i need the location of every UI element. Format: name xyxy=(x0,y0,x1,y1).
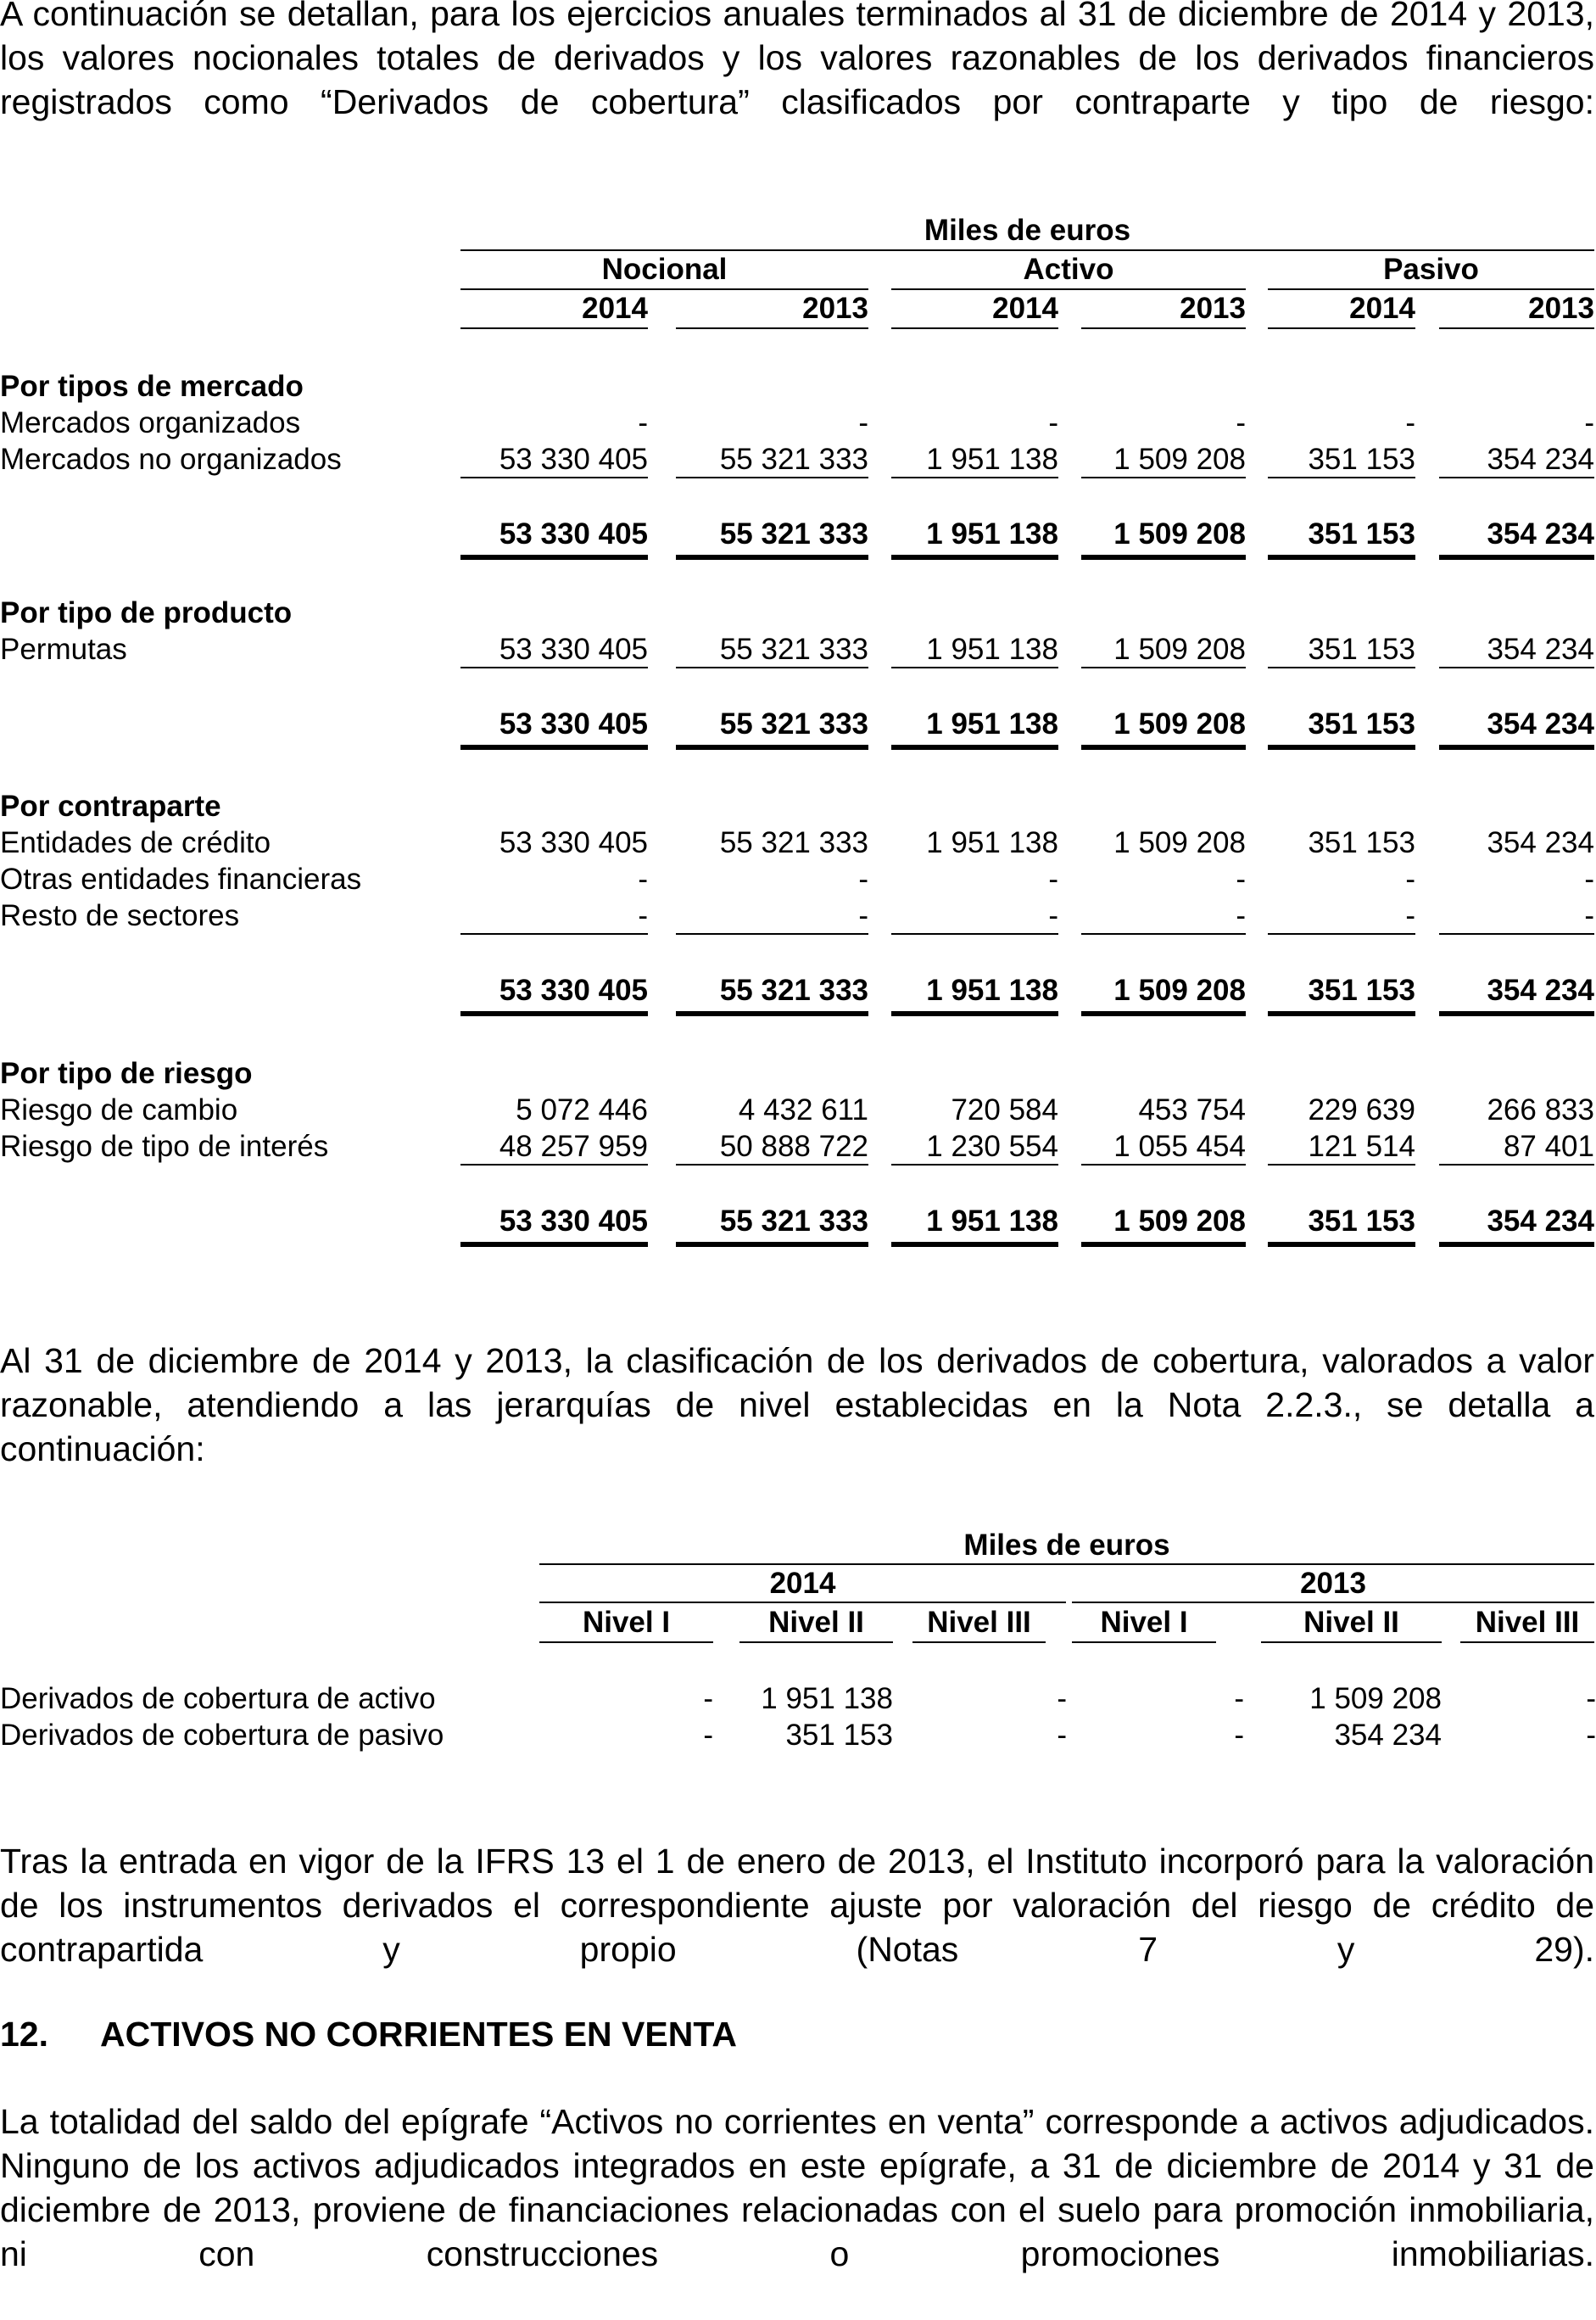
table-cell: 351 153 xyxy=(1308,826,1415,859)
table-cell: 55 321 333 xyxy=(676,633,868,668)
table-cell: 1 951 138 xyxy=(926,826,1058,859)
group-underline xyxy=(1268,288,1594,290)
total-cell: 1 951 138 xyxy=(891,517,1058,560)
year-header: 2014 xyxy=(769,1567,836,1600)
year-header: 2014 xyxy=(460,292,648,329)
table-cell: 453 754 xyxy=(1138,1093,1246,1126)
total-cell: 354 234 xyxy=(1439,1205,1594,1247)
table-cell: 1 509 208 xyxy=(1081,633,1246,668)
level-header: Nivel II xyxy=(739,1606,893,1643)
total-cell: 1 951 138 xyxy=(891,974,1058,1016)
group-underline xyxy=(891,288,1246,290)
unit-header: Miles de euros xyxy=(963,1529,1170,1562)
table-cell: 1 509 208 xyxy=(1309,1682,1442,1715)
group-header: Pasivo xyxy=(1383,253,1479,286)
unit-underline xyxy=(539,1563,1594,1565)
table-cell: 1 951 138 xyxy=(761,1682,893,1715)
table-cell: - xyxy=(638,863,648,896)
table-cell: 354 234 xyxy=(1334,1719,1442,1752)
total-cell: 1 509 208 xyxy=(1081,974,1246,1016)
table-cell: - xyxy=(676,899,868,935)
table-cell: 53 330 405 xyxy=(460,443,648,478)
group-header: Nocional xyxy=(601,253,728,286)
table-cell: - xyxy=(1048,406,1058,439)
year-header: 2014 xyxy=(891,292,1058,329)
row-label: Derivados de cobertura de pasivo xyxy=(0,1719,444,1752)
table-cell: - xyxy=(1405,406,1415,439)
table-cell: 266 833 xyxy=(1487,1093,1594,1126)
table-cell: 1 509 208 xyxy=(1081,443,1246,478)
table-cell: 50 888 722 xyxy=(676,1130,868,1166)
total-cell: 53 330 405 xyxy=(460,974,648,1016)
total-cell: 1 509 208 xyxy=(1081,517,1246,560)
table-cell: - xyxy=(1236,863,1246,896)
level-header: Nivel I xyxy=(1072,1606,1216,1643)
table-cell: 55 321 333 xyxy=(676,443,868,478)
group-underline xyxy=(460,288,868,290)
total-cell: 354 234 xyxy=(1439,974,1594,1016)
unit-header: Miles de euros xyxy=(924,214,1131,247)
section-title: Por tipos de mercado xyxy=(0,370,304,403)
table-cell: 1 951 138 xyxy=(891,443,1058,478)
level-header: Nivel III xyxy=(912,1606,1046,1643)
row-label: Derivados de cobertura de activo xyxy=(0,1682,436,1715)
table-cell: 351 153 xyxy=(1268,443,1415,478)
table-cell: 354 234 xyxy=(1439,633,1594,668)
row-label: Riesgo de cambio xyxy=(0,1093,238,1126)
table-cell: - xyxy=(1268,899,1415,935)
table-cell: 4 432 611 xyxy=(738,1093,868,1126)
table-cell: 55 321 333 xyxy=(719,826,868,859)
unit-underline xyxy=(460,249,1594,251)
table-cell: 53 330 405 xyxy=(460,633,648,668)
total-cell: 1 951 138 xyxy=(891,1205,1058,1247)
total-cell: 1 951 138 xyxy=(891,707,1058,750)
table-cell: - xyxy=(891,899,1058,935)
total-cell: 354 234 xyxy=(1439,517,1594,560)
table-cell: - xyxy=(638,406,648,439)
total-cell: 55 321 333 xyxy=(676,974,868,1016)
table-cell: 229 639 xyxy=(1308,1093,1415,1126)
table-cell: - xyxy=(703,1719,713,1752)
row-label: Permutas xyxy=(0,633,127,666)
row-label: Mercados no organizados xyxy=(0,443,342,476)
table-cell: 87 401 xyxy=(1439,1130,1594,1166)
table-cell: - xyxy=(1048,863,1058,896)
year-header: 2014 xyxy=(1268,292,1415,329)
section-title: ACTIVOS NO CORRIENTES EN VENTA xyxy=(100,2015,737,2054)
table-cell: - xyxy=(1057,1719,1067,1752)
table-cell: - xyxy=(858,863,868,896)
table-cell: 354 234 xyxy=(1487,826,1594,859)
table-cell: - xyxy=(858,406,868,439)
section-title: Por tipo de producto xyxy=(0,596,293,629)
group-header: Activo xyxy=(1023,253,1114,286)
table-cell: - xyxy=(1584,406,1594,439)
table-cell: 5 072 446 xyxy=(516,1093,648,1126)
table-cell: 121 514 xyxy=(1268,1130,1415,1166)
table-cell: - xyxy=(1586,1719,1596,1752)
section-number: 12. xyxy=(0,2015,48,2054)
total-cell: 1 509 208 xyxy=(1081,707,1246,750)
total-cell: 351 153 xyxy=(1268,517,1415,560)
total-cell: 55 321 333 xyxy=(676,707,868,750)
table-cell: 1 509 208 xyxy=(1113,826,1246,859)
table-cell: - xyxy=(703,1682,713,1715)
table-cell: 1 230 554 xyxy=(891,1130,1058,1166)
level-header: Nivel III xyxy=(1460,1606,1594,1643)
level-header: Nivel II xyxy=(1261,1606,1442,1643)
section-title: Por contraparte xyxy=(0,790,221,823)
total-cell: 53 330 405 xyxy=(460,517,648,560)
table-cell: - xyxy=(1439,899,1594,935)
table-cell: - xyxy=(1405,863,1415,896)
total-cell: 351 153 xyxy=(1268,1205,1415,1247)
total-cell: 55 321 333 xyxy=(676,1205,868,1247)
level-header: Nivel I xyxy=(539,1606,713,1643)
table-cell: - xyxy=(1234,1682,1244,1715)
row-label: Entidades de crédito xyxy=(0,826,271,859)
year-header: 2013 xyxy=(1300,1567,1366,1600)
table-cell: - xyxy=(1584,863,1594,896)
total-cell: 351 153 xyxy=(1268,707,1415,750)
year-underline xyxy=(539,1602,1066,1603)
row-label: Otras entidades financieras xyxy=(0,863,362,896)
section-title: Por tipo de riesgo xyxy=(0,1057,253,1090)
table-cell: - xyxy=(1234,1719,1244,1752)
table-cell: 53 330 405 xyxy=(499,826,648,859)
table-cell: 354 234 xyxy=(1439,443,1594,478)
year-header: 2013 xyxy=(1439,292,1594,329)
row-label: Riesgo de tipo de interés xyxy=(0,1130,329,1163)
year-header: 2013 xyxy=(1081,292,1246,329)
row-label: Resto de sectores xyxy=(0,899,240,932)
assets-paragraph: La totalidad del saldo del epígrafe “Activos no corrientes en venta” corresponde a activos adjudicados. Ninguno de los activos adjudicados integrados en este epígrafe, a 31 de diciembre de 2014 y 31 de diciembre de 2013, proviene de financiaciones relacionadas con el suelo para promoción inmobiliaria, ni con construcciones o promociones inmobiliarias. xyxy=(0,2102,1594,2273)
table-cell: 351 153 xyxy=(1268,633,1415,668)
table-cell: - xyxy=(1586,1682,1596,1715)
total-cell: 53 330 405 xyxy=(460,1205,648,1247)
table-cell: - xyxy=(1236,406,1246,439)
total-cell: 55 321 333 xyxy=(676,517,868,560)
total-cell: 53 330 405 xyxy=(460,707,648,750)
table-cell: 1 951 138 xyxy=(891,633,1058,668)
intro-paragraph: A continuación se detallan, para los ejercicios anuales terminados al 31 de diciembre de 2014 y 2013, los valores nocionales totales de derivados y los valores razonables de los derivados financieros registrados como “Derivados de cobertura” clasificados por contraparte y tipo de riesgo: xyxy=(0,0,1594,121)
table-cell: 351 153 xyxy=(785,1719,893,1752)
total-cell: 354 234 xyxy=(1439,707,1594,750)
table-cell: 1 055 454 xyxy=(1081,1130,1246,1166)
table-cell: 720 584 xyxy=(951,1093,1058,1126)
row-label: Mercados organizados xyxy=(0,406,301,439)
total-cell: 1 509 208 xyxy=(1081,1205,1246,1247)
year-header: 2013 xyxy=(676,292,868,329)
section-heading xyxy=(0,2012,737,2056)
table-cell: - xyxy=(1081,899,1246,935)
total-cell: 351 153 xyxy=(1268,974,1415,1016)
ifrs-paragraph: Tras la entrada en vigor de la IFRS 13 el 1 de enero de 2013, el Instituto incorporó para la valoración de los instrumentos derivados el correspondiente ajuste por valoración del riesgo de crédito de contrapartida y propio (Notas 7 y 29). xyxy=(0,1842,1594,1969)
table-cell: - xyxy=(1057,1682,1067,1715)
table-cell: - xyxy=(460,899,648,935)
classification-paragraph: Al 31 de diciembre de 2014 y 2013, la clasificación de los derivados de cobertura, valorados a valor razonable, atendiendo a las jerarquías de nivel establecidas en la Nota 2.2.3., se detalla a continuación: xyxy=(0,1341,1594,1468)
table-cell: 48 257 959 xyxy=(460,1130,648,1166)
year-underline xyxy=(1072,1602,1594,1603)
